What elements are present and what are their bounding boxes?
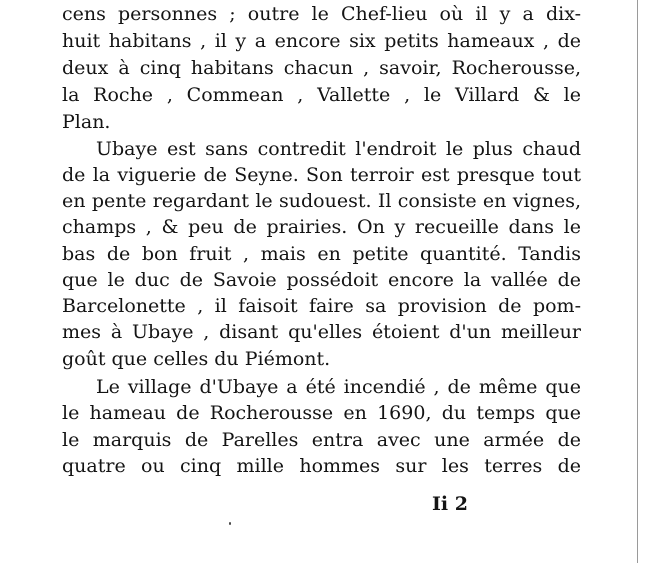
text-line: de la viguerie de Seyne. Son terroir est presque tout bbox=[62, 164, 581, 186]
text-line: le hameau de Rocherousse en 1690, du temps que bbox=[62, 402, 581, 424]
page-number: Ii 2 bbox=[432, 493, 468, 515]
text-line: Plan. bbox=[62, 111, 111, 133]
print-speck bbox=[229, 522, 231, 525]
paragraph-first-line: Ubaye est sans contredit l'endroit le plus chaud bbox=[96, 138, 581, 160]
text-line: mes à Ubaye , disant qu'elles étoient d'un meilleur bbox=[62, 321, 581, 343]
text-line: en pente regardant le sudouest. Il consiste en vignes, bbox=[62, 190, 581, 212]
text-line: champs , & peu de prairies. On y recueille dans le bbox=[62, 216, 581, 238]
text-line: cens personnes ; outre le Chef-lieu où il y a dix- bbox=[62, 3, 581, 25]
paragraph-first-line: Le village d'Ubaye a été incendié , de même que bbox=[96, 376, 581, 398]
text-line: quatre ou cinq mille hommes sur les terres de bbox=[62, 455, 581, 477]
text-line: que le duc de Savoie possédoit encore la vallée de bbox=[62, 269, 581, 291]
text-line: deux à cinq habitans chacun , savoir, Rocherousse, bbox=[62, 57, 581, 79]
text-line: la Roche , Commean , Vallette , le Villard & le bbox=[62, 84, 581, 106]
text-line: le marquis de Parelles entra avec une armée de bbox=[62, 429, 581, 451]
text-line: huit habitans , il y a encore six petits hameaux , de bbox=[62, 30, 581, 52]
text-line: bas de bon fruit , mais en petite quantité. Tandis bbox=[62, 243, 581, 265]
text-line: goût que celles du Piémont. bbox=[62, 348, 331, 370]
text-line: Barcelonette , il faisoit faire sa provision de pom- bbox=[62, 295, 581, 317]
